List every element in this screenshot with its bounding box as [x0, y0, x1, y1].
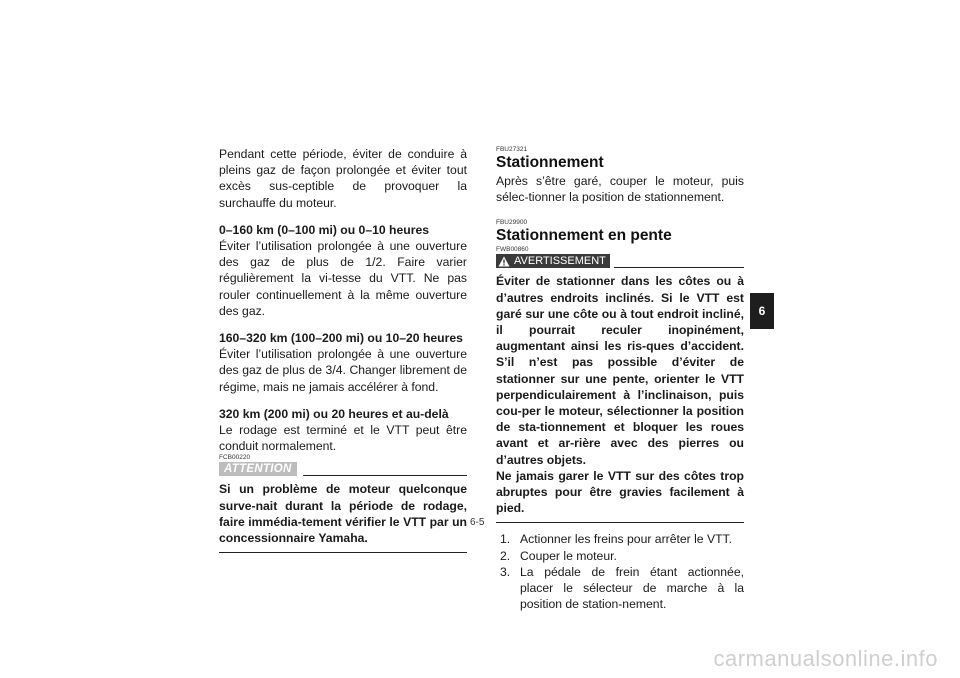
step-text: Couper le moteur. — [520, 548, 617, 563]
section-body-320-plus: Le rodage est terminé et le VTT peut être conduit normalement. — [219, 423, 467, 454]
section-heading-320-plus: 320 km (200 mi) ou 20 heures et au-delà — [219, 406, 449, 421]
notice-code: FCB00220 — [219, 454, 251, 462]
notice-top-rule — [303, 475, 467, 476]
step-number: 1. — [500, 532, 511, 547]
warning-code: FWB00860 — [496, 246, 529, 254]
list-item — [496, 564, 744, 613]
notice-body: Si un problème de moteur quelconque surve-nait durant la période de rodage, faire immédia-tement vérifier le VTT par un concessionnaire Yamaha. — [219, 482, 467, 546]
section1-body: Après s’être garé, couper le moteur, puis sélec-tionner la position de stationnement. — [496, 174, 744, 205]
list-item — [496, 531, 744, 547]
section1-code: FBU27321 — [496, 146, 528, 153]
step-text: La pédale de frein étant actionnée, placer le sélecteur de marche à la position de station-nement. — [520, 564, 744, 612]
right-column — [496, 146, 744, 612]
warning-top-rule — [614, 267, 744, 268]
page-number: 6-5 — [470, 517, 485, 528]
warning-bottom-rule — [496, 522, 744, 523]
section-body-160-320: Éviter l’utilisation prolongée à une ouverture des gaz de plus de 3/4. Changer librement de régime, mais ne jamais accélérer à fond. — [219, 347, 467, 394]
notice-bottom-rule — [219, 552, 467, 553]
section-body-0-160: Éviter l’utilisation prolongée à une ouverture des gaz de plus de 1/2. Faire varier régulièrement la vi-tesse du VTT. Ne pas rouler continuellement à la même ouverture des gaz. — [219, 239, 467, 318]
attention-label: ATTENTION — [219, 462, 297, 476]
list-item — [496, 548, 744, 564]
steps-list — [496, 531, 744, 612]
chapter-tab: 6 — [750, 293, 774, 329]
warning-triangle-icon — [498, 256, 510, 267]
intro-paragraph: Pendant cette période, éviter de conduire à pleins gaz de façon prolongée et éviter tout excès sus-ceptible de provoquer la surchauffe du moteur. — [219, 147, 467, 210]
section2-code: FBU29900 — [496, 219, 528, 227]
warning-body-1: Éviter de stationner dans les côtes ou à d’autres endroits inclinés. Si le VTT est garé sur une côte ou à tout endroit incliné, il pourrait reculer inopinément, augmentant ainsi les ris-ques d’accident. S’il n’est pas possible d’éviter de stationner sur une pente, orienter le VTT perpendiculairement à l’inclinaison, puis cou-per le moteur, sélectionner la position de sta-tionnement et bloquer les roues avant et ar-rière avec des pierres ou d’autres objets. — [496, 274, 744, 467]
notice-header — [219, 462, 467, 476]
warning-label-box — [496, 254, 610, 268]
section-heading-0-160: 0–160 km (0–100 mi) ou 0–10 heures — [219, 222, 430, 237]
step-text: Actionner les freins pour arrêter le VTT. — [520, 532, 733, 547]
section1-title: Stationnement — [496, 154, 604, 171]
section-heading-160-320: 160–320 km (100–200 mi) ou 10–20 heures — [219, 331, 463, 346]
step-number: 3. — [500, 564, 511, 579]
warning-header — [496, 254, 744, 268]
left-column — [219, 146, 467, 553]
warning-label: AVERTISSEMENT — [514, 255, 606, 268]
section2-title: Stationnement en pente — [496, 227, 672, 245]
warning-body-2: Ne jamais garer le VTT sur des côtes trop abruptes pour être gravies facilement à pied. — [496, 468, 744, 516]
watermark: carmanualsonline.info — [713, 646, 938, 671]
step-number: 2. — [500, 548, 511, 563]
